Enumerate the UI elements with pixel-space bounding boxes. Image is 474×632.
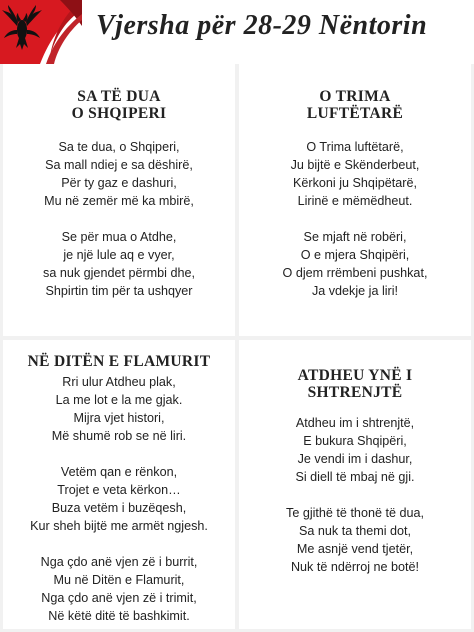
poem-title [239, 367, 471, 401]
poem-line: je një lule aq e vyer, [63, 248, 175, 262]
poem-title-line: ATDHEU YNË I [297, 367, 413, 384]
header-banner [0, 0, 474, 64]
poem-stanza [239, 414, 471, 486]
poem-line: Se mjaft në robëri, [303, 230, 407, 244]
poem-card-ne-diten-e-flamurit [3, 340, 235, 629]
albanian-flag-eagle-icon [0, 0, 82, 64]
poem-line: Për ty gaz e dashuri, [61, 176, 177, 190]
poem-line: Nuk të ndërroj ne botë! [290, 560, 420, 574]
poem-line: Je vendi im i dashur, [297, 452, 413, 466]
poem-line: Lirinë e mëmëdheut. [297, 194, 413, 208]
poem-title-line: O SHQIPERI [71, 105, 167, 122]
poem-title [3, 353, 235, 370]
poem-title-line: LUFTËTARË [306, 105, 404, 122]
poem-line: Në këtë ditë të bashkimit. [48, 609, 190, 623]
poem-stanza [3, 463, 235, 535]
poem-line: Trojet e veta kërkon… [57, 483, 181, 497]
poem-line: sa nuk gjendet përmbi dhe, [43, 266, 195, 280]
poem-line: O e mjera Shqipëri, [300, 248, 410, 262]
poem-title-line: SA TË DUA [77, 88, 161, 105]
poem-line: La me lot e la me gjak. [55, 393, 183, 407]
poem-line: Sa mall ndiej e sa dëshirë, [45, 158, 193, 172]
poem-line: Ju bijtë e Skënderbeut, [290, 158, 420, 172]
poem-title-line: SHTRENJTË [307, 384, 403, 401]
poem-title-line: NË DITËN E FLAMURIT [27, 353, 211, 370]
poem-line: Vetëm qan e rënkon, [60, 465, 178, 479]
poem-line: Te gjithë të thonë të dua, [286, 506, 424, 520]
poem-line: Si diell të mbaj në gji. [295, 470, 415, 484]
poem-line: Buza vetëm i buzëqesh, [51, 501, 187, 515]
poem-line: Sa nuk ta themi dot, [298, 524, 411, 538]
poem-line: Rri ulur Atdheu plak, [62, 375, 176, 389]
poem-line: Atdheu im i shtrenjtë, [295, 416, 415, 430]
poem-stanza [3, 228, 235, 300]
poem-title [3, 88, 235, 122]
poem-line: Me asnjë vend tjetër, [296, 542, 414, 556]
poem-line: Nga çdo anë vjen zë i burrit, [40, 555, 198, 569]
poem-line: Kërkoni ju Shqipëtarë, [293, 176, 417, 190]
poem-line: Kur sheh bijtë me armët ngjesh. [30, 519, 208, 533]
poem-line: O djem rrëmbeni pushkat, [282, 266, 428, 280]
poem-line: Sa te dua, o Shqiperi, [58, 140, 180, 154]
poem-stanza [3, 553, 235, 625]
poem-line: Ja vdekje ja liri! [311, 284, 399, 298]
poem-line: Më shumë rob se në liri. [51, 429, 187, 443]
poem-stanza [239, 138, 471, 210]
poem-line: O Trima luftëtarë, [306, 140, 404, 154]
poem-card-o-trima-luftetare [239, 64, 471, 336]
poem-title [239, 88, 471, 122]
poem-line: Mu në Ditën e Flamurit, [53, 573, 185, 587]
page-title: Vjersha për 28-29 Nëntorin [96, 10, 428, 41]
poem-stanza [3, 138, 235, 210]
poem-card-atdheu-yne-i-shtrenjte [239, 340, 471, 629]
poem-stanza [239, 228, 471, 300]
poem-stanza [239, 504, 471, 576]
poem-title-line: O TRIMA [319, 88, 391, 105]
poem-line: E bukura Shqipëri, [303, 434, 407, 448]
poem-line: Nga çdo anë vjen zë i trimit, [41, 591, 197, 605]
poem-line: Se për mua o Atdhe, [61, 230, 177, 244]
poem-line: Shpirtin tim për ta ushqyer [45, 284, 193, 298]
poem-card-sa-te-dua [3, 64, 235, 336]
poem-line: Mu në zemër më ka mbirë, [44, 194, 194, 208]
poem-stanza [3, 373, 235, 445]
poem-line: Mijra vjet histori, [73, 411, 165, 425]
